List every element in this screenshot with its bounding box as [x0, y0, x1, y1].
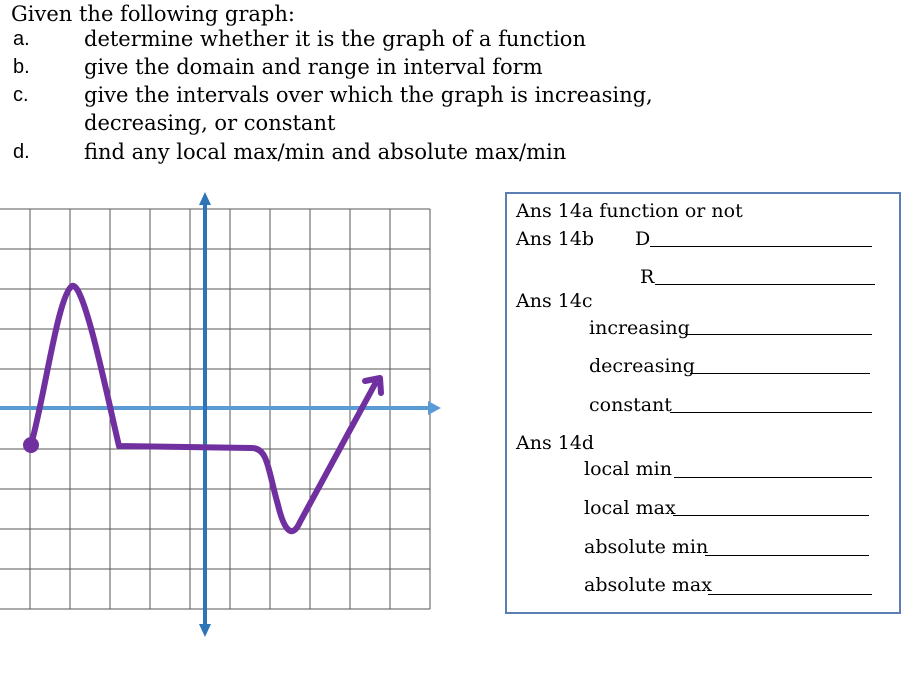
item-letter: d.	[13, 141, 30, 163]
y-axis	[199, 192, 211, 637]
absolute-min-answer-blank[interactable]	[705, 555, 869, 556]
y-axis-arrow-down	[199, 624, 211, 637]
absolute-min-label: absolute min	[584, 536, 709, 558]
range-label: R	[640, 266, 655, 288]
ans-14d-label: Ans 14d	[516, 432, 595, 454]
constant-answer-blank[interactable]	[670, 412, 872, 413]
ans-14a-label: Ans 14a function or not	[516, 200, 743, 222]
y-axis-arrow-up	[199, 192, 211, 205]
local-max-answer-blank[interactable]	[673, 515, 869, 516]
absolute-max-label: absolute max	[584, 574, 712, 596]
increasing-answer-blank[interactable]	[685, 334, 872, 335]
x-axis-arrow-right	[428, 401, 441, 415]
absolute-max-answer-blank[interactable]	[708, 594, 872, 595]
question-title: Given the following graph:	[11, 2, 295, 26]
local-min-label: local min	[584, 458, 672, 480]
range-answer-blank[interactable]	[655, 284, 875, 285]
decreasing-answer-blank[interactable]	[690, 373, 870, 374]
ans-14c-label: Ans 14c	[516, 290, 593, 312]
domain-answer-blank[interactable]	[650, 246, 872, 247]
item-letter: c.	[13, 84, 29, 106]
local-min-answer-blank[interactable]	[674, 477, 872, 478]
decreasing-label: decreasing	[589, 355, 695, 377]
item-letter: b.	[13, 56, 30, 78]
item-text: determine whether it is the graph of a function	[84, 27, 586, 51]
x-axis	[0, 401, 441, 415]
item-text: find any local max/min and absolute max/min	[84, 140, 567, 164]
constant-label: constant	[589, 394, 672, 416]
item-text: decreasing, or constant	[84, 111, 336, 135]
domain-label: D	[635, 228, 651, 250]
closed-endpoint-dot	[23, 437, 39, 453]
local-max-label: local max	[584, 497, 676, 519]
item-text: give the domain and range in interval form	[84, 55, 543, 79]
ans-14b-label: Ans 14b	[516, 228, 595, 250]
item-letter: a.	[13, 28, 30, 50]
increasing-label: increasing	[589, 317, 690, 339]
item-text: give the intervals over which the graph is increasing,	[84, 83, 653, 107]
